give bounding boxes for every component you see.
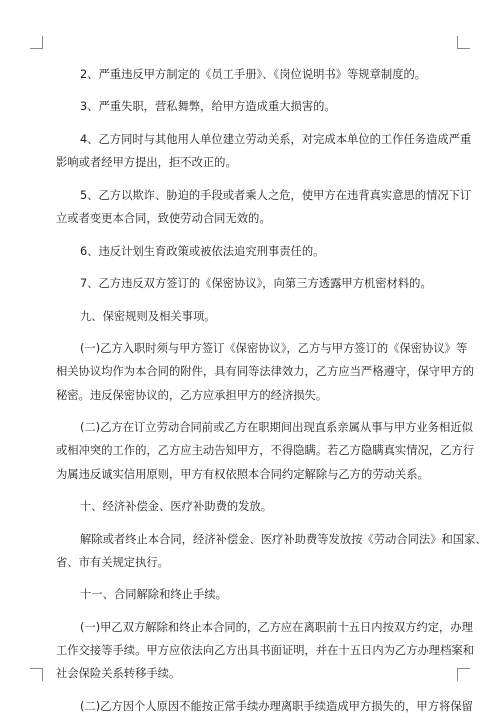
- text-line: 十、经济补偿金、医疗补助费的发放。: [80, 500, 273, 514]
- text-line: (一)乙方入职时须与甲方签订《保密协议》，乙方与甲方签订的《保密协议》等: [80, 341, 468, 355]
- text-line: 社会保险关系转移手续。: [56, 667, 181, 681]
- paragraph: [56, 416, 474, 486]
- text-line: 立或者变更本合同，致使劳动合同无效的。: [56, 212, 271, 226]
- text-line: 省、市有关规定执行。: [56, 555, 169, 569]
- text-line: 解除或者终止本合同，经济补偿金、医疗补助费等发放按《劳动合同法》和国家、: [80, 532, 487, 546]
- paragraph: [56, 495, 448, 518]
- text-line: (一)甲乙双方解除和终止本合同的，乙方应在离职前十五日内按双方约定，办理: [80, 620, 473, 634]
- text-line: 4、乙方同时与其他用人单位建立劳动关系，对完成本单位的工作任务造成严重: [80, 132, 472, 146]
- paragraph: [56, 528, 487, 575]
- text-line: 或相冲突的工作的，乙方应主动告知甲方，不得隐瞒。若乙方隐瞒真实情况，乙方行: [56, 444, 474, 458]
- text-line: 秘密。违反保密协议的，乙方应承担甲方的经济损失。: [56, 388, 328, 402]
- text-line: 九、保密规则及相关事项。: [80, 309, 216, 323]
- text-line: 工作交接等手续。甲方应依法向乙方出具书面证明，并在十五日内为乙方办理档案和: [56, 644, 474, 658]
- paragraph: [56, 583, 448, 606]
- text-line: 5、乙方以欺诈、胁迫的手段或者乘人之危，使甲方在违背真实意思的情况下订: [80, 188, 472, 202]
- text-line: 为属违反诚实信用原则，甲方有权依照本合同约定解除与乙方的劳动关系。: [56, 467, 429, 481]
- crop-mark-top-right: [457, 36, 470, 49]
- text-line: (二)乙方因个人原因不能按正常手续办理离职手续造成甲方损失的，甲方将保留: [80, 699, 473, 713]
- text-line: 影响或者经甲方提出，拒不改正的。: [56, 156, 237, 170]
- text-line: 6、违反计划生育政策或被依法追究刑事责任的。: [80, 244, 325, 258]
- paragraph: [56, 95, 448, 118]
- text-line: (二)乙方在订立劳动合同前或乙方在职期间出现直系亲属从事与甲方业务相近似: [80, 421, 473, 435]
- paragraph: [56, 616, 474, 686]
- text-line: 相关协议均作为本合同的附件，具有同等法律效力，乙方应当严格遵守，保守甲方的: [56, 365, 474, 379]
- paragraph: [56, 184, 472, 231]
- crop-mark-bottom-left: [30, 668, 43, 681]
- paragraph: [56, 63, 448, 86]
- paragraph: [56, 272, 448, 295]
- text-line: 7、乙方违反双方签订的《保密协议》，向第三方透露甲方机密材料的。: [80, 277, 432, 291]
- paragraph: [56, 337, 474, 407]
- paragraph: [56, 305, 448, 328]
- text-line: 3、严重失职，营私舞弊，给甲方造成重大损害的。: [80, 100, 336, 114]
- text-line: 十一、合同解除和终止手续。: [80, 588, 227, 602]
- paragraph: [56, 240, 448, 263]
- paragraph: [56, 128, 472, 175]
- document-body: [56, 63, 487, 727]
- crop-mark-bottom-right: [457, 668, 470, 681]
- crop-mark-top-left: [30, 36, 43, 49]
- text-line: 2、严重违反甲方制定的《员工手册》、《岗位说明书》等规章制度的。: [80, 68, 427, 81]
